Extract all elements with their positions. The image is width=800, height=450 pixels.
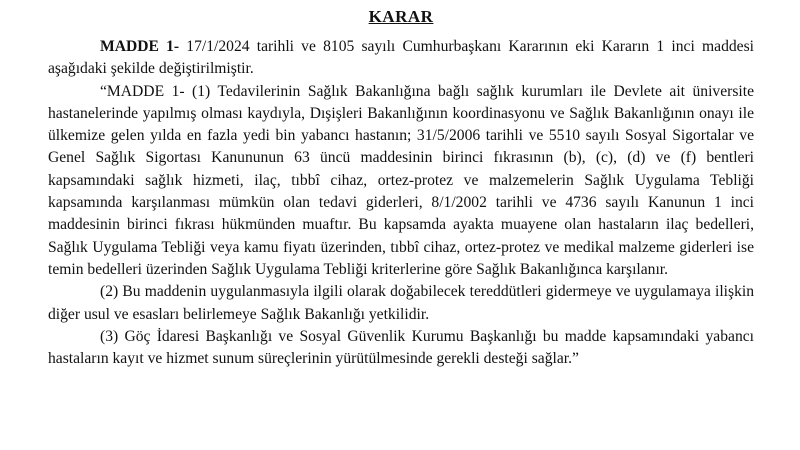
- quoted-paragraph-3: (3) Göç İdaresi Başkanlığı ve Sosyal Güvenlik Kurumu Başkanlığı bu madde kapsamındaki yabancı hastaların kayıt ve hizmet sunum süreçlerinin yürütülmesinde gerekli desteği sağlar.”: [48, 327, 754, 368]
- quoted-paragraph-1: “MADDE 1- (1) Tedavilerinin Sağlık Bakanlığına bağlı sağlık kurumları ile Devlete ait üniversite hastanelerinde yapılmış olması kaydıyla, Dışişleri Bakanlığının koordinasyonu ve Sağlık Bakanlığının onayı ile ülkemize gelen yılda en fazla yedi bin yabancı hastanın; 31/5/2006 tarihli ve 5510 sayılı Sosyal Sigortalar ve Genel Sağlık Sigortası Kanununun 63 üncü maddesinin birinci fıkrasının (b), (c), (d) ve (f) bentleri kapsamındaki sağlık hizmeti, ilaç, tıbbî cihaz, ortez-protez ve malzemelerin Sağlık Uygulama Tebliği kapsamında karşılanması mümkün olan tedavi giderleri, 8/1/2002 tarihli ve 4736 sayılı Kanunun 1 inci maddesinin birinci fıkrası hükmünden muaftır. Bu kapsamda ayakta muayene olan hastaların ilaç bedelleri, Sağlık Uygulama Tebliği veya kamu fiyatı üzerinden, tıbbî cihaz, ortez-protez ve medikal malzeme giderleri ise temin bedelleri üzerinden Sağlık Uygulama Tebliği kriterlerine göre Sağlık Bakanlığınca karşılanır.: [48, 82, 754, 278]
- quoted-paragraph-2: (2) Bu maddenin uygulanmasıyla ilgili olarak doğabilecek tereddütleri gidermeye ve uygulamaya ilişkin diğer usul ve esasları belirlemeye Sağlık Bakanlığı yetkilidir.: [48, 283, 754, 323]
- article-label: MADDE 1-: [100, 38, 180, 55]
- document-title: KARAR: [368, 7, 434, 26]
- article-text: 17/1/2024 tarihli ve 8105 sayılı Cumhurbaşkanı Kararının eki Kararın 1 inci maddesi aşağıdaki şekilde değiştirilmiştir.: [48, 38, 754, 78]
- article-intro: [48, 36, 754, 81]
